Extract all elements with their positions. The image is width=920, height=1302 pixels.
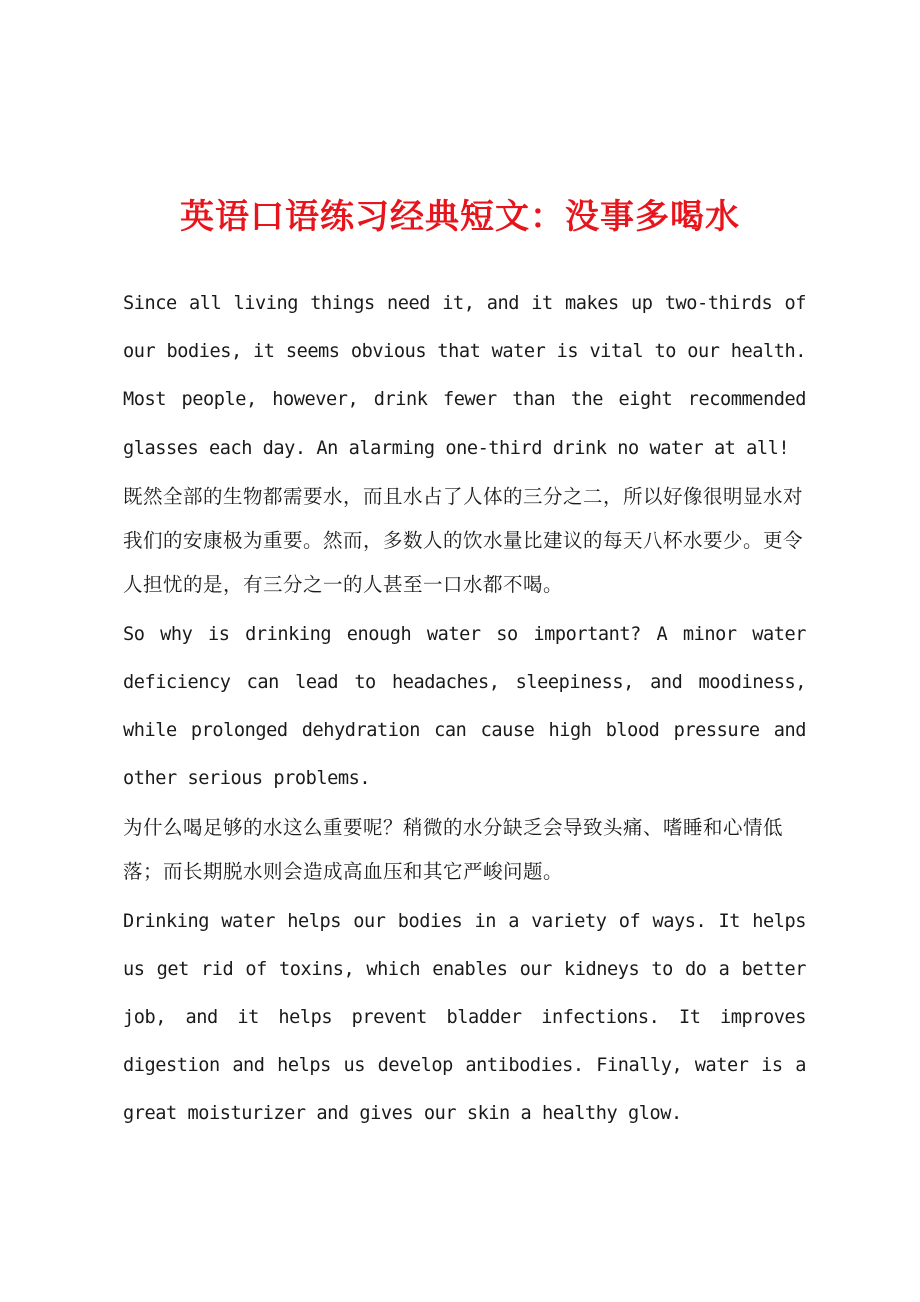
paragraph-en-1: Since all living things need it, and it makes up two-thirds of our bodies, it seems obvious that water is vital to our health. Most people, however, drink fewer than the eight recommended glasses each day. An alarming one-third drink no water at all! — [123, 293, 806, 459]
paragraph-zh-2: 为什么喝足够的水这么重要呢？稍微的水分缺乏会导致头痛、嗜睡和心情低落；而长期脱水则会造成高血压和其它严峻问题。 — [123, 815, 784, 883]
page-title: 英语口语练习经典短文：没事多喝水 — [180, 197, 740, 237]
article-body — [123, 280, 806, 1141]
paragraph-en-2: So why is drinking enough water so important? A minor water deficiency can lead to headaches, sleepiness, and moodiness, while prolonged dehydration can cause high blood pressure and other serious problems. — [123, 623, 806, 790]
paragraph-en-3: Drinking water helps our bodies in a variety of ways. It helps us get rid of toxins, which enables our kidneys to do a better job, and it helps prevent bladder infections. It improves digestion and helps us develop antibodies. Finally, water is a great moisturizer and gives our skin a healthy glow. — [123, 910, 806, 1125]
paragraph-zh-1: 既然全部的生物都需要水，而且水占了人体的三分之二，所以好像很明显水对我们的安康极为重要。然而，多数人的饮水量比建议的每天八杯水要少。更令人担忧的是，有三分之一的人甚至一口水都不喝。 — [123, 484, 804, 596]
